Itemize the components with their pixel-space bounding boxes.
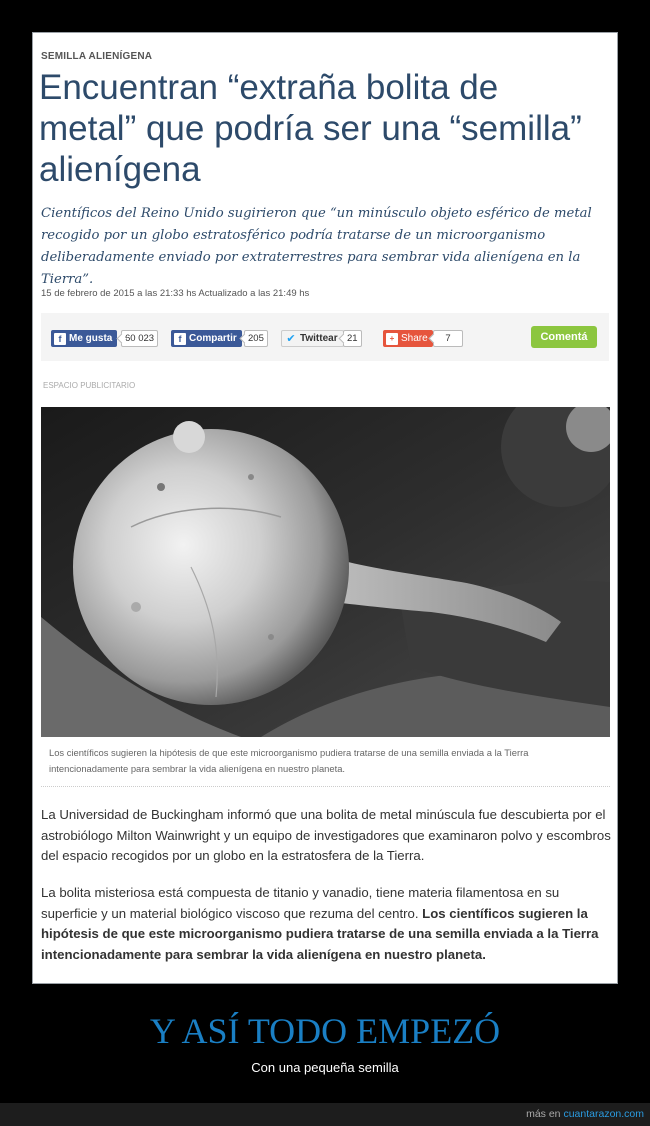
generic-share-count: 7 xyxy=(433,330,463,347)
twitter-icon: ✔ xyxy=(286,332,296,345)
facebook-icon: f xyxy=(54,333,66,345)
article-dateline: 15 de febrero de 2015 a las 21:33 hs Actualizado a las 21:49 hs xyxy=(41,288,310,299)
footer-credit xyxy=(526,1108,644,1120)
meme-title: Y ASÍ TODO EMPEZÓ xyxy=(149,1011,501,1051)
article xyxy=(33,33,617,983)
generic-share-button[interactable] xyxy=(383,330,433,347)
footer-site-link[interactable]: cuantarazon.com xyxy=(563,1108,644,1120)
tweet-button[interactable] xyxy=(281,330,344,347)
tweet-label: Twittear xyxy=(300,333,338,344)
like-label: Me gusta xyxy=(69,333,113,344)
share-icon: + xyxy=(386,333,398,345)
share-bar xyxy=(41,313,609,361)
paragraph-2-plain: La bolita misteriosa está compuesta de titanio y vanadio, tiene materia filamentosa en su superficie y un material biológico viscoso que rezuma del centro. xyxy=(41,885,560,921)
footer-prefix: más en xyxy=(526,1108,561,1120)
comment-button[interactable]: Comentá xyxy=(531,326,597,348)
facebook-share-button[interactable] xyxy=(171,330,242,347)
ad-space-label: ESPACIO PUBLICITARIO xyxy=(43,381,136,390)
article-headline: Encuentran “extraña bolita de metal” que podría ser una “semilla” alienígena xyxy=(39,68,582,189)
like-count: 60 023 xyxy=(121,330,158,347)
article-screenshot-frame xyxy=(32,32,618,984)
paragraph-2-bold: Los científicos sugieren la hipótesis de que este microorganismo pudiera tratarse de una semilla enviada a la Tierra intencionadamente para sembrar la vida alienígena en nuestro planeta. xyxy=(41,905,599,962)
article-kicker: SEMILLA ALIENÍGENA xyxy=(41,51,153,62)
photo-caption: Los científicos sugieren la hipótesis de que este microorganismo pudiera tratarse de una semilla enviada a la Tierra intencionadamente para sembrar la vida alienígena en nuestro planeta. xyxy=(49,747,529,774)
article-paragraph-2 xyxy=(41,883,615,965)
article-lede: Científicos del Reino Unido sugirieron que “un minúsculo objeto esférico de metal recogido por un globo estratosférico podría tratarse de un microorganismo deliberadamente enviado por extraterrestres para sembrar vida alienígena en la Tierra”. xyxy=(41,206,592,287)
caption-divider xyxy=(41,786,610,787)
metal-sphere-photo xyxy=(41,407,610,737)
facebook-like-button[interactable] xyxy=(51,330,117,347)
tweet-count: 21 xyxy=(343,330,362,347)
footer-bar xyxy=(0,1103,650,1126)
share-count: 205 xyxy=(244,330,268,347)
meme-subtitle: Con una pequeña semilla xyxy=(251,1060,399,1075)
article-paragraph-1: La Universidad de Buckingham informó que una bolita de metal minúscula fue descubierta por el astrobiólogo Milton Wainwright y un equipo de investigadores que examinaron polvo y escombros del espacio recogidos por un globo en la estratosfera de la Tierra. xyxy=(41,807,611,863)
generic-share-label: Share xyxy=(401,333,428,344)
share-label: Compartir xyxy=(189,333,237,344)
facebook-icon: f xyxy=(174,333,186,345)
